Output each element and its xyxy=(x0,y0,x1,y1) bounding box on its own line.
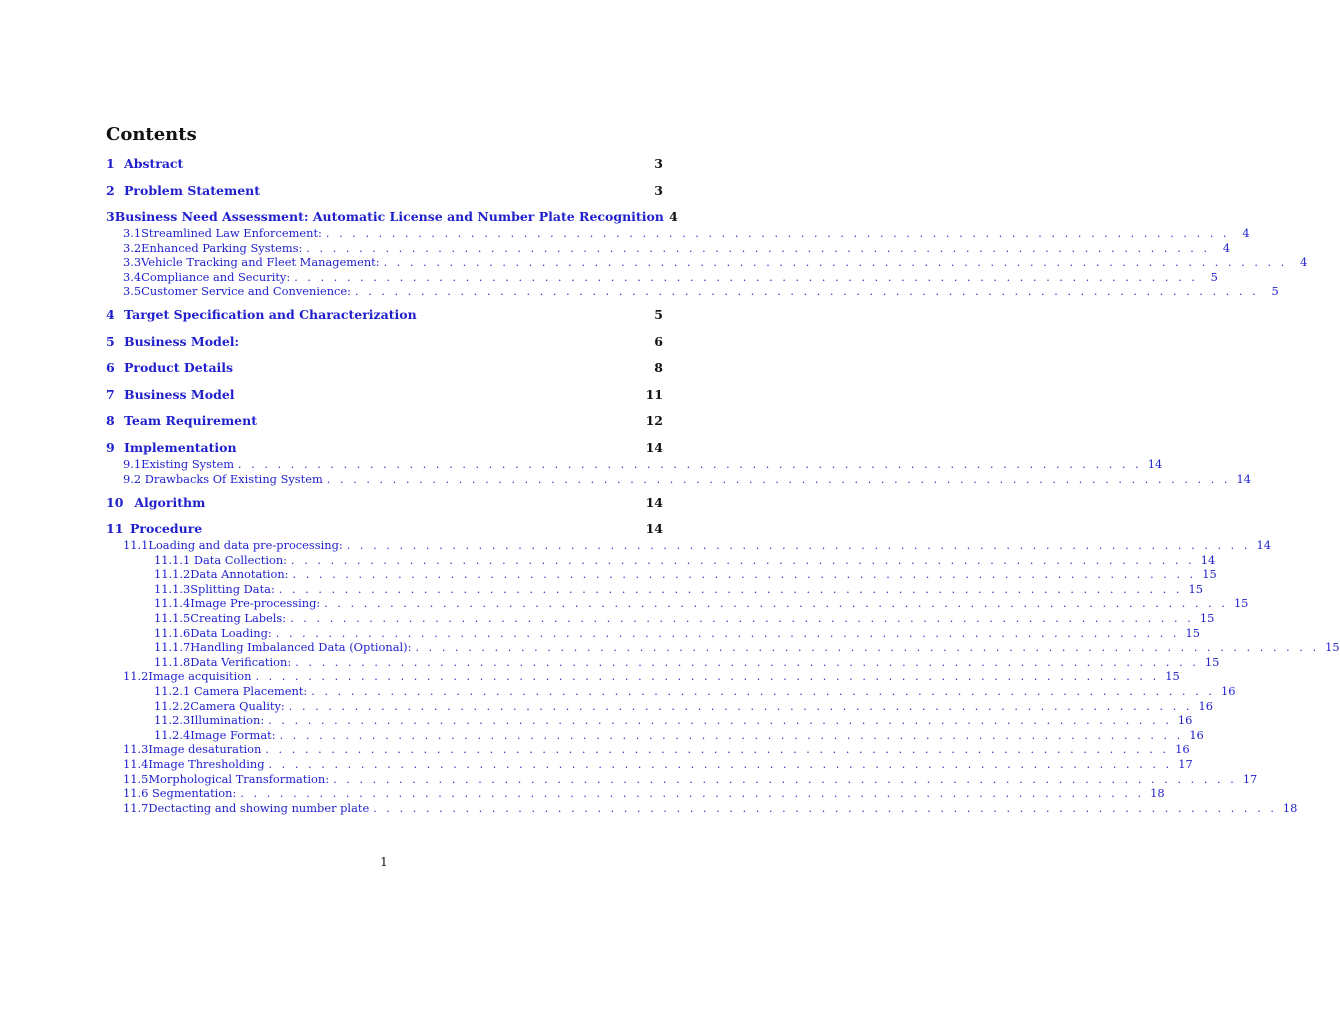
toc-entry-number: 1 xyxy=(106,156,115,171)
dot-leader: . . . . . . . . . . . . . . . . . . . . . . . . . . . . . . . . . . . . . . . . . . . . . . . . . . . . . . . . . . . . . . . . . . . . . xyxy=(255,670,1160,684)
toc-entry-title: Drawbacks Of Existing System xyxy=(141,471,323,486)
dot-leader: . . . . . . . . . . . . . . . . . . . . . . . . . . . . . . . . . . . . . . . . . . . . . . . . . . . . . . . . . . . . . . . . . . . . . xyxy=(275,626,1180,640)
toc-entry-number: 9.2 xyxy=(123,471,142,486)
toc-subsection-entry[interactable] xyxy=(106,654,1220,670)
toc-subsection-entry[interactable] xyxy=(106,567,1217,582)
toc-page-number: 17 xyxy=(1242,771,1258,786)
toc-entry-title: Target Specification and Characterization xyxy=(124,307,417,323)
toc-page-number: 14 xyxy=(1256,538,1271,552)
toc-entry-number: 11.1.1 xyxy=(154,552,191,567)
toc-page-number: 18 xyxy=(1282,800,1298,815)
dot-leader: . . . . . . . . . . . . . . . . . . . . . . . . . . . . . . . . . . . . . . . . . . . . . . . . . . . . . . . . . . . . . . . . . . . . . xyxy=(326,472,1231,486)
toc-page-number: 4 xyxy=(1242,226,1250,240)
page-number-footer: 1 xyxy=(380,855,388,869)
toc-entry-title: Enhanced Parking Systems: xyxy=(141,240,303,255)
toc-entry-title: Team Requirement xyxy=(124,413,257,429)
toc-page-number: 15 xyxy=(1325,640,1340,655)
toc-entry-number: 11.4 xyxy=(123,757,149,771)
toc-section-entry[interactable] xyxy=(106,307,663,324)
toc-entry-number: 11.1.7 xyxy=(154,640,191,655)
toc-entry-number: 11.2.2 xyxy=(154,698,191,713)
toc-entry-number: 11.1 xyxy=(123,538,149,552)
toc-entry-number: 3.2 xyxy=(123,240,142,255)
toc-entry-number: 11.2 xyxy=(123,669,149,684)
toc-page-number: 14 xyxy=(645,521,663,536)
toc-page-number: 16 xyxy=(1221,684,1236,698)
toc-entry-number: 3.3 xyxy=(123,255,142,270)
toc-entry-number: 11.2.1 xyxy=(154,684,191,698)
toc-page-number: 15 xyxy=(1233,596,1249,611)
dot-leader: . . . . . . . . . . . . . . . . . . . . . . . . . . . . . . . . . . . . . . . . . . . . . . . . . . . . . . . . . . . . . . . . . . . . . xyxy=(346,539,1251,552)
toc-entry-title: Image Format: xyxy=(190,727,276,742)
toc-page-number: 14 xyxy=(1147,456,1163,471)
toc-entry-title: Camera Placement: xyxy=(190,684,308,698)
contents-heading: Contents xyxy=(106,124,197,145)
dot-leader: . . . . . . . . . . . . . . . . . . . . . . . . . . . . . . . . . . . . . . . . . . . . . . . . . . . . . . . . . . . . . . . . . . . . . xyxy=(265,743,1170,757)
toc-entry-title: Splitting Data: xyxy=(190,581,275,596)
toc-page-number: 14 xyxy=(1200,552,1216,567)
toc-entry-number: 11.2.4 xyxy=(154,727,191,742)
toc-entry-number: 11.6 xyxy=(123,786,149,801)
toc-entry-title: Business Model xyxy=(124,386,235,402)
toc-entry-title: Product Details xyxy=(124,360,234,376)
toc-page-number: 15 xyxy=(1204,654,1220,669)
toc-page-number: 4 xyxy=(1222,240,1231,255)
toc-entry-title: Problem Statement xyxy=(124,182,261,198)
toc-entry-title: Algorithm xyxy=(130,494,206,510)
toc-entry-number: 9.1 xyxy=(123,456,142,471)
toc-entry-number: 3.1 xyxy=(123,226,142,240)
toc-entry-title: Image acquisition xyxy=(148,669,252,684)
toc-page-number: 14 xyxy=(1236,471,1252,486)
toc-entry-number: 7 xyxy=(106,386,115,402)
toc-section-entry[interactable] xyxy=(106,209,678,226)
toc-entry-title: Data Annotation: xyxy=(190,567,289,582)
toc-subsection-entry[interactable] xyxy=(106,596,1249,611)
toc-subsection-entry[interactable] xyxy=(106,713,1193,728)
toc-entry-number: 11 xyxy=(106,521,124,536)
toc-subsection-entry[interactable] xyxy=(106,581,1204,597)
toc-page-number: 8 xyxy=(654,360,663,376)
toc-entry-title: Segmentation: xyxy=(148,786,237,801)
toc-entry-number: 11.1.4 xyxy=(154,596,191,611)
toc-section-entry[interactable] xyxy=(106,156,663,173)
toc-entry-number: 2 xyxy=(106,182,115,198)
toc-page-number: 5 xyxy=(1271,284,1279,299)
dot-leader: . . . . . . . . . . . . . . . . . . . . . . . . . . . . . . . . . . . . . . . . . . . . . . . . . . . . . . . . . . . . . . . . . . . . . xyxy=(325,227,1230,240)
toc-section-entry[interactable] xyxy=(106,440,663,457)
toc-entry-title: Compliance and Security: xyxy=(141,269,291,284)
toc-page-number: 16 xyxy=(1177,713,1193,728)
toc-entry-title: Camera Quality: xyxy=(190,698,285,713)
toc-entry-title: Data Collection: xyxy=(190,552,287,567)
toc-page-number: 14 xyxy=(645,494,663,510)
toc-page-number: 11 xyxy=(645,386,663,402)
dot-leader: . . . . . . . . . . . . . . . . . . . . . . . . . . . . . . . . . . . . . . . . . . . . . . . . . . . . . . . . . . . . . . . . . . . . . xyxy=(290,612,1194,625)
toc-entry-number: 11.5 xyxy=(123,771,149,786)
toc-page-number: 18 xyxy=(1150,786,1165,801)
toc-subsection-entry[interactable] xyxy=(106,255,1308,270)
toc-subsection-entry[interactable] xyxy=(106,771,1258,787)
toc-section-entry[interactable] xyxy=(106,413,663,430)
toc-page-number: 3 xyxy=(654,156,663,171)
toc-subsection-entry[interactable] xyxy=(106,538,1271,553)
toc-subsection-entry[interactable] xyxy=(106,684,1236,699)
dot-leader: . . . . . . . . . . . . . . . . . . . . . . . . . . . . . . . . . . . . . . . . . . . . . . . . . . . . . . . . . . . . . . . . . . . . . xyxy=(306,241,1211,255)
toc-subsection-entry[interactable] xyxy=(106,456,1163,472)
toc-page-number: 4 xyxy=(1300,255,1308,270)
toc-subsection-entry[interactable] xyxy=(106,226,1250,241)
toc-entry-title: Handling Imbalanced Data (Optional): xyxy=(190,640,412,655)
toc-subsection-entry[interactable] xyxy=(106,757,1193,772)
toc-entry-number: 11.1.3 xyxy=(154,581,191,596)
dot-leader: . . . . . . . . . . . . . . . . . . . . . . . . . . . . . . . . . . . . . . . . . . . . . . . . . . . . . . . . . . . . . . . . . . . . . xyxy=(268,758,1173,771)
toc-entry-number: 8 xyxy=(106,413,115,429)
toc-entry-title: Abstract xyxy=(124,156,184,171)
toc-page-number: 16 xyxy=(1189,727,1204,742)
dot-leader: . . . . . . . . . . . . . . . . . . . . . . . . . . . . . . . . . . . . . . . . . . . . . . . . . . . . . . . . . . . . . . . . . . . . . xyxy=(383,256,1288,270)
toc-entry-number: 11.3 xyxy=(123,742,149,757)
toc-subsection-entry[interactable] xyxy=(106,284,1279,299)
toc-subsection-entry[interactable] xyxy=(106,669,1180,684)
toc-subsection-entry[interactable] xyxy=(106,786,1165,801)
toc-entry-title: Creating Labels: xyxy=(190,611,287,625)
toc-entry-title: Data Verification: xyxy=(190,654,292,669)
toc-page-number: 5 xyxy=(654,307,663,323)
toc-page-number: 15 xyxy=(1199,611,1215,625)
toc-section-entry[interactable] xyxy=(106,521,663,538)
dot-leader: . . . . . . . . . . . . . . . . . . . . . . . . . . . . . . . . . . . . . . . . . . . . . . . . . . . . . . . . . . . . . . . . . . . . . xyxy=(278,582,1183,596)
toc-page-number: 15 xyxy=(1202,567,1217,582)
dot-leader: . . . . . . . . . . . . . . . . . . . . . . . . . . . . . . . . . . . . . . . . . . . . . . . . . . . . . . . . . . . . . . . . . . . . . xyxy=(238,457,1142,471)
toc-subsection-entry[interactable] xyxy=(106,727,1204,743)
dot-leader: . . . . . . . . . . . . . . . . . . . . . . . . . . . . . . . . . . . . . . . . . . . . . . . . . . . . . . . . . . . . . . . . . . . . . xyxy=(295,655,1199,669)
toc-entry-number: 11.1.8 xyxy=(154,654,191,669)
toc-page-number: 15 xyxy=(1188,581,1204,596)
toc-entry-number: 11.2.3 xyxy=(154,713,191,728)
dot-leader: . . . . . . . . . . . . . . . . . . . . . . . . . . . . . . . . . . . . . . . . . . . . . . . . . . . . . . . . . . . . . . . . . . . . . xyxy=(415,641,1320,655)
toc-entry-title: Business Model: xyxy=(124,333,240,349)
toc-page-number: 6 xyxy=(654,333,663,349)
toc-entry-number: 5 xyxy=(106,333,115,349)
toc-entry-number: 3.5 xyxy=(123,284,142,299)
dot-leader: . . . . . . . . . . . . . . . . . . . . . . . . . . . . . . . . . . . . . . . . . . . . . . . . . . . . . . . . . . . . . . . . . . . . . xyxy=(291,553,1195,567)
toc-entry-title: Image desaturation xyxy=(148,742,262,757)
toc-page-number: 14 xyxy=(645,439,663,455)
dot-leader: . . . . . . . . . . . . . . . . . . . . . . . . . . . . . . . . . . . . . . . . . . . . . . . . . . . . . . . . . . . . . . . . . . . . . xyxy=(373,801,1277,815)
dot-leader: . . . . . . . . . . . . . . . . . . . . . . . . . . . . . . . . . . . . . . . . . . . . . . . . . . . . . . . . . . . . . . . . . . . . . xyxy=(324,597,1228,611)
dot-leader: . . . . . . . . . . . . . . . . . . . . . . . . . . . . . . . . . . . . . . . . . . . . . . . . . . . . . . . . . . . . . . . . . . . . . xyxy=(268,714,1172,728)
toc-entry-title: Implementation xyxy=(124,439,237,455)
toc-entry-title: Image Pre-processing: xyxy=(190,596,321,611)
toc-page-number: 16 xyxy=(1198,698,1213,713)
toc-subsection-entry[interactable] xyxy=(106,269,1218,285)
toc-section-entry[interactable] xyxy=(106,183,663,200)
toc-subsection-entry[interactable] xyxy=(106,800,1298,816)
dot-leader: . . . . . . . . . . . . . . . . . . . . . . . . . . . . . . . . . . . . . . . . . . . . . . . . . . . . . . . . . . . . . . . . . . . . . xyxy=(333,772,1237,786)
toc-entry-title: Dectacting and showing number plate xyxy=(148,800,370,815)
toc-entry-number: 11.1.5 xyxy=(154,611,191,625)
toc-entry-number: 10 xyxy=(106,494,124,510)
toc-entry-number: 6 xyxy=(106,360,115,376)
toc-entry-number: 11.1.2 xyxy=(154,567,191,582)
toc-entry-number: 3.4 xyxy=(123,269,142,284)
toc-entry-title: Customer Service and Convenience: xyxy=(141,284,352,299)
toc-page-number: 15 xyxy=(1165,669,1180,684)
toc-entry-number: 4 xyxy=(106,307,115,323)
toc-section-entry[interactable] xyxy=(106,360,663,377)
toc-entry-title: Procedure xyxy=(130,521,203,536)
dot-leader: . . . . . . . . . . . . . . . . . . . . . . . . . . . . . . . . . . . . . . . . . . . . . . . . . . . . . . . . . . . . . . . . . . . . . xyxy=(240,787,1145,801)
toc-entry-title: Existing System xyxy=(141,456,235,471)
toc-section-entry[interactable] xyxy=(106,334,663,351)
toc-subsection-entry[interactable] xyxy=(106,611,1215,626)
toc-entry-title: Illumination: xyxy=(190,713,265,728)
toc-subsection-entry[interactable] xyxy=(106,240,1231,256)
toc-page-number: 15 xyxy=(1185,625,1200,640)
dot-leader: . . . . . . . . . . . . . . . . . . . . . . . . . . . . . . . . . . . . . . . . . . . . . . . . . . . . . . . . . . . . . . . . . . . . . xyxy=(279,728,1184,742)
toc-page-number: 4 xyxy=(669,209,678,224)
toc-page-number: 5 xyxy=(1210,269,1218,284)
toc-page-number: 17 xyxy=(1178,757,1193,771)
toc-page-number: 12 xyxy=(645,413,663,429)
toc-entry-number: 11.1.6 xyxy=(154,625,191,640)
toc-entry-title: Streamlined Law Enforcement: xyxy=(141,226,322,240)
toc-entry-number: 9 xyxy=(106,439,115,455)
toc-subsection-entry[interactable] xyxy=(106,625,1200,641)
toc-subsection-entry[interactable] xyxy=(106,698,1213,714)
toc-subsection-entry[interactable] xyxy=(106,742,1190,757)
dot-leader: . . . . . . . . . . . . . . . . . . . . . . . . . . . . . . . . . . . . . . . . . . . . . . . . . . . . . . . . . . . . . . . . . . . . . xyxy=(355,285,1259,299)
dot-leader: . . . . . . . . . . . . . . . . . . . . . . . . . . . . . . . . . . . . . . . . . . . . . . . . . . . . . . . . . . . . . . . . . . . . . xyxy=(311,685,1216,698)
toc-page-number: 16 xyxy=(1175,742,1190,757)
toc-page-number: 3 xyxy=(654,182,663,198)
toc-section-entry[interactable] xyxy=(106,495,663,512)
toc-subsection-entry[interactable] xyxy=(106,471,1252,487)
toc-section-entry[interactable] xyxy=(106,387,663,404)
toc-entry-title: Image Thresholding xyxy=(148,757,265,771)
dot-leader: . . . . . . . . . . . . . . . . . . . . . . . . . . . . . . . . . . . . . . . . . . . . . . . . . . . . . . . . . . . . . . . . . . . . . xyxy=(288,699,1193,713)
toc-subsection-entry[interactable] xyxy=(106,552,1216,568)
toc-entry-title: Morphological Transformation: xyxy=(148,771,330,786)
dot-leader: . . . . . . . . . . . . . . . . . . . . . . . . . . . . . . . . . . . . . . . . . . . . . . . . . . . . . . . . . . . . . . . . . . . . . xyxy=(292,568,1197,582)
toc-entry-number: 11.7 xyxy=(123,800,149,815)
toc-entry-title: Business Need Assessment: Automatic License and Number Plate Recognition xyxy=(114,209,664,224)
toc-entry-number: 3 xyxy=(106,209,115,224)
toc-subsection-entry[interactable] xyxy=(106,640,1340,655)
toc-entry-title: Data Loading: xyxy=(190,625,272,640)
toc-entry-title: Loading and data pre-processing: xyxy=(148,538,343,552)
dot-leader: . . . . . . . . . . . . . . . . . . . . . . . . . . . . . . . . . . . . . . . . . . . . . . . . . . . . . . . . . . . . . . . . . . . . . xyxy=(294,270,1198,284)
toc-entry-title: Vehicle Tracking and Fleet Management: xyxy=(141,255,380,270)
